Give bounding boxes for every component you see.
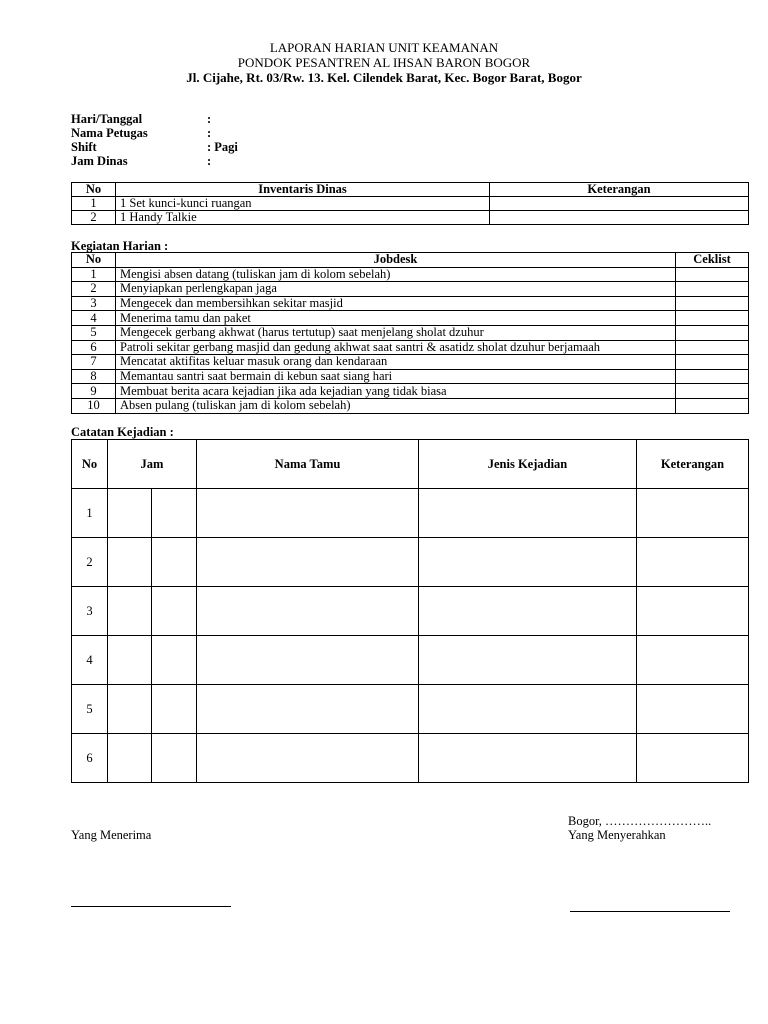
table-row xyxy=(72,384,749,399)
jobdesk-text: Menyiapkan perlengkapan jaga xyxy=(116,282,676,297)
jobdesk-text: Memantau santri saat bermain di kebun saat siang hari xyxy=(116,369,676,384)
column-header-jobdesk: Jobdesk xyxy=(116,253,676,268)
institution-name: PONDOK PESANTREN AL IHSAN BARON BOGOR xyxy=(237,55,531,70)
jobdesk-text: Mencatat aktifitas keluar masuk orang dan kendaraan xyxy=(116,355,676,370)
table-row xyxy=(72,355,749,370)
row-number: 6 xyxy=(72,734,108,783)
info-value: : xyxy=(207,154,212,168)
giver-label: Yang Menyerahkan xyxy=(568,828,666,842)
jobdesk-text: Membuat berita acara kejadian jika ada kejadian yang tidak biasa xyxy=(116,384,676,399)
inventory-note[interactable] xyxy=(490,211,749,225)
info-label: Hari/Tanggal xyxy=(71,112,143,126)
jobdesk-text: Mengisi absen datang (tuliskan jam di kolom sebelah) xyxy=(116,267,676,282)
checklist-cell[interactable] xyxy=(676,311,749,326)
row-number: 7 xyxy=(72,355,116,370)
notes-cell[interactable] xyxy=(637,636,749,685)
row-number: 3 xyxy=(72,296,116,311)
guest-name-cell[interactable] xyxy=(197,489,419,538)
guest-name-cell[interactable] xyxy=(197,587,419,636)
table-row xyxy=(72,636,749,685)
jobdesk-text: Patroli sekitar gerbang masjid dan gedung akhwat saat santri & asatidz sholat dzuhur berjamaah xyxy=(116,340,676,355)
row-number: 1 xyxy=(72,197,116,211)
table-row xyxy=(72,398,749,413)
table-row xyxy=(72,369,749,384)
checklist-cell[interactable] xyxy=(676,355,749,370)
table-header-row xyxy=(72,253,749,268)
guest-name-cell[interactable] xyxy=(197,685,419,734)
table-row xyxy=(72,197,749,211)
receiver-signature-line xyxy=(71,906,231,907)
jobdesk-text: Mengecek gerbang akhwat (harus tertutup) saat menjelang sholat dzuhur xyxy=(116,325,676,340)
row-number: 4 xyxy=(72,311,116,326)
inventory-item: 1 Handy Talkie xyxy=(116,211,490,225)
table-row xyxy=(72,311,749,326)
notes-cell[interactable] xyxy=(637,489,749,538)
notes-cell[interactable] xyxy=(637,587,749,636)
institution-address: Jl. Cijahe, Rt. 03/Rw. 13. Kel. Cilendek Barat, Kec. Bogor Barat, Bogor xyxy=(186,70,582,85)
jobdesk-text: Absen pulang (tuliskan jam di kolom sebelah) xyxy=(116,398,676,413)
column-header-guest-name: Nama Tamu xyxy=(197,440,419,489)
column-header-no: No xyxy=(72,440,108,489)
checklist-cell[interactable] xyxy=(676,282,749,297)
guest-name-cell[interactable] xyxy=(197,734,419,783)
table-row xyxy=(72,685,749,734)
table-row xyxy=(72,325,749,340)
table-row xyxy=(72,211,749,225)
info-label: Shift xyxy=(71,140,97,154)
info-row-date xyxy=(71,112,238,126)
inventory-note[interactable] xyxy=(490,197,749,211)
row-number: 6 xyxy=(72,340,116,355)
info-row-officer xyxy=(71,126,238,140)
notes-cell[interactable] xyxy=(637,538,749,587)
info-value: : xyxy=(207,112,212,126)
row-number: 8 xyxy=(72,369,116,384)
incident-type-cell[interactable] xyxy=(419,587,637,636)
checklist-cell[interactable] xyxy=(676,296,749,311)
time-cell[interactable] xyxy=(108,489,152,538)
row-number: 9 xyxy=(72,384,116,399)
checklist-cell[interactable] xyxy=(676,398,749,413)
time-cell[interactable] xyxy=(152,636,197,685)
table-row xyxy=(72,282,749,297)
receiver-label: Yang Menerima xyxy=(71,828,152,842)
row-number: 2 xyxy=(72,282,116,297)
inventory-table xyxy=(71,182,749,225)
incident-type-cell[interactable] xyxy=(419,538,637,587)
column-header-time: Jam xyxy=(108,440,197,489)
jobdesk-text: Menerima tamu dan paket xyxy=(116,311,676,326)
incident-type-cell[interactable] xyxy=(419,685,637,734)
notes-cell[interactable] xyxy=(637,734,749,783)
table-row xyxy=(72,538,749,587)
row-number: 1 xyxy=(72,489,108,538)
checklist-cell[interactable] xyxy=(676,384,749,399)
time-cell[interactable] xyxy=(152,587,197,636)
time-cell[interactable] xyxy=(108,587,152,636)
table-row xyxy=(72,267,749,282)
table-row xyxy=(72,489,749,538)
row-number: 10 xyxy=(72,398,116,413)
checklist-cell[interactable] xyxy=(676,267,749,282)
info-fields xyxy=(71,112,238,168)
row-number: 1 xyxy=(72,267,116,282)
column-header-note: Keterangan xyxy=(490,183,749,197)
time-cell[interactable] xyxy=(108,734,152,783)
row-number: 3 xyxy=(72,587,108,636)
column-header-no: No xyxy=(72,253,116,268)
time-cell[interactable] xyxy=(108,685,152,734)
notes-cell[interactable] xyxy=(637,685,749,734)
checklist-cell[interactable] xyxy=(676,325,749,340)
time-cell[interactable] xyxy=(108,538,152,587)
column-header-item: Inventaris Dinas xyxy=(116,183,490,197)
incident-type-cell[interactable] xyxy=(419,734,637,783)
inventory-item: 1 Set kunci-kunci ruangan xyxy=(116,197,490,211)
incident-notes-label: Catatan Kejadian : xyxy=(71,425,174,439)
table-header-row xyxy=(72,440,749,489)
incident-type-cell[interactable] xyxy=(419,489,637,538)
daily-activity-label: Kegiatan Harian : xyxy=(71,239,169,253)
table-header-row xyxy=(72,183,749,197)
row-number: 2 xyxy=(72,211,116,225)
document-header xyxy=(0,40,768,85)
incident-type-cell[interactable] xyxy=(419,636,637,685)
incident-table xyxy=(71,439,749,783)
row-number: 4 xyxy=(72,636,108,685)
jobdesk-table xyxy=(71,252,749,414)
checklist-cell[interactable] xyxy=(676,340,749,355)
info-row-hours xyxy=(71,154,238,168)
info-label: Jam Dinas xyxy=(71,154,128,168)
time-cell[interactable] xyxy=(152,734,197,783)
place-date: Bogor, …………………….. xyxy=(568,814,712,828)
info-value: : Pagi xyxy=(207,140,238,154)
guest-name-cell[interactable] xyxy=(197,636,419,685)
info-value: : xyxy=(207,126,212,140)
row-number: 5 xyxy=(72,325,116,340)
info-label: Nama Petugas xyxy=(71,126,148,140)
giver-signature-line xyxy=(570,911,730,912)
checklist-cell[interactable] xyxy=(676,369,749,384)
time-cell[interactable] xyxy=(108,636,152,685)
row-number: 2 xyxy=(72,538,108,587)
table-row xyxy=(72,296,749,311)
column-header-incident-type: Jenis Kejadian xyxy=(419,440,637,489)
jobdesk-text: Mengecek dan membersihkan sekitar masjid xyxy=(116,296,676,311)
table-row xyxy=(72,340,749,355)
time-cell[interactable] xyxy=(152,489,197,538)
guest-name-cell[interactable] xyxy=(197,538,419,587)
table-row xyxy=(72,587,749,636)
time-cell[interactable] xyxy=(152,685,197,734)
table-row xyxy=(72,734,749,783)
time-cell[interactable] xyxy=(152,538,197,587)
row-number: 5 xyxy=(72,685,108,734)
report-title: LAPORAN HARIAN UNIT KEAMANAN xyxy=(269,40,499,55)
column-header-checklist: Ceklist xyxy=(676,253,749,268)
column-header-no: No xyxy=(72,183,116,197)
column-header-notes: Keterangan xyxy=(637,440,749,489)
info-row-shift xyxy=(71,140,238,154)
